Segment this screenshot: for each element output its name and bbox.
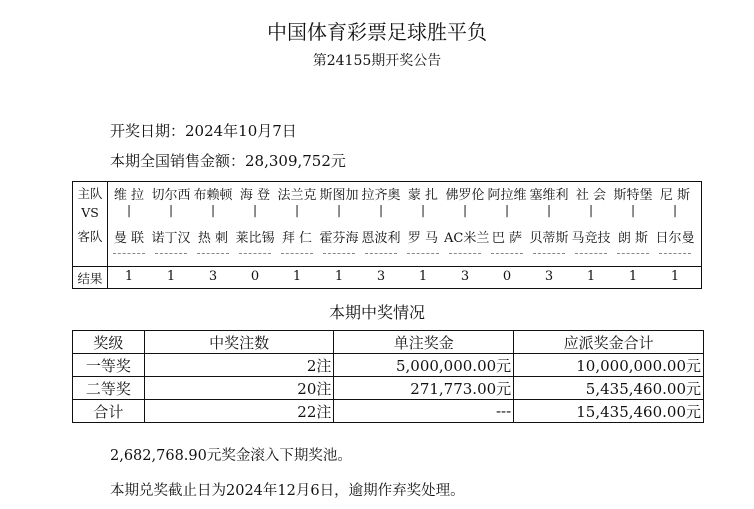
match-result: 3 xyxy=(544,269,554,284)
prize-level: 二等奖 xyxy=(73,377,145,400)
table-row xyxy=(73,354,704,377)
prize-total: 5,435,460.00元 xyxy=(514,377,704,400)
prize-count: 22注 xyxy=(144,400,334,423)
home-team: 阿拉维 xyxy=(487,188,527,203)
match-column xyxy=(234,182,276,288)
home-team: 斯特堡 xyxy=(613,188,653,203)
match-result: 1 xyxy=(334,269,344,284)
dash-separator xyxy=(197,253,229,254)
home-team: 法兰克 xyxy=(277,188,317,203)
prize-total: 15,435,460.00元 xyxy=(514,400,704,423)
match-result: 3 xyxy=(460,269,470,284)
result-label: 结果 xyxy=(77,271,103,286)
away-team: 日尔曼 xyxy=(655,231,695,246)
header-total: 应派奖金合计 xyxy=(514,331,704,354)
match-result: 1 xyxy=(628,269,638,284)
prize-header-row xyxy=(73,331,704,354)
match-result: 0 xyxy=(250,269,260,284)
vs-separator: | xyxy=(252,203,258,217)
prize-total: 10,000,000.00元 xyxy=(514,354,704,377)
prize-section-title: 本期中奖情况 xyxy=(328,303,425,322)
home-team: 尼 斯 xyxy=(659,188,691,203)
deadline-note: 本期兑奖截止日为2024年12月6日，逾期作弃奖处理。 xyxy=(110,483,465,499)
match-result: 1 xyxy=(670,269,680,284)
vs-separator: | xyxy=(630,203,636,217)
match-column xyxy=(570,182,612,288)
match-column xyxy=(192,182,234,288)
table-row xyxy=(73,400,704,423)
match-column xyxy=(150,182,192,288)
match-column xyxy=(108,182,150,288)
dash-separator xyxy=(407,253,439,254)
match-row-labels xyxy=(73,182,108,288)
away-team: 霍芬海 xyxy=(319,231,359,246)
away-team: 巴 萨 xyxy=(491,231,523,246)
dash-separator xyxy=(113,253,145,254)
home-team: 拉齐奥 xyxy=(361,188,401,203)
prize-unit: 271,773.00元 xyxy=(334,377,514,400)
away-team: 恩波利 xyxy=(361,231,401,246)
dash-separator xyxy=(155,253,187,254)
match-column xyxy=(654,182,696,288)
prize-unit: --- xyxy=(334,400,514,423)
header-count: 中奖注数 xyxy=(144,331,334,354)
match-column xyxy=(486,182,528,288)
vs-separator: | xyxy=(294,203,300,217)
dash-separator xyxy=(533,253,565,254)
vs-separator: | xyxy=(126,203,132,217)
away-team: 马竞技 xyxy=(571,231,611,246)
away-team: 莱比锡 xyxy=(235,231,275,246)
vs-separator: | xyxy=(210,203,216,217)
draw-date: 开奖日期：2024年10月7日 xyxy=(110,122,297,140)
dash-separator xyxy=(449,253,481,254)
home-label: 主队 xyxy=(77,186,103,201)
match-result: 1 xyxy=(124,269,134,284)
match-result: 3 xyxy=(208,269,218,284)
match-column xyxy=(276,182,318,288)
away-team: 曼 联 xyxy=(113,231,145,246)
dash-separator xyxy=(239,253,271,254)
away-team: 罗 马 xyxy=(407,231,439,246)
match-table xyxy=(72,181,702,289)
home-team: 切尔西 xyxy=(151,188,191,203)
match-result: 3 xyxy=(376,269,386,284)
dash-separator xyxy=(575,253,607,254)
rollover-note: 2,682,768.90元奖金滚入下期奖池。 xyxy=(110,448,352,464)
vs-separator: | xyxy=(504,203,510,217)
vs-separator: | xyxy=(420,203,426,217)
match-column xyxy=(402,182,444,288)
issue-subtitle: 第24155期开奖公告 xyxy=(312,53,442,69)
match-column xyxy=(528,182,570,288)
vs-label: VS xyxy=(81,205,99,220)
prize-count: 2注 xyxy=(144,354,334,377)
match-result: 0 xyxy=(502,269,512,284)
header-level: 奖级 xyxy=(73,331,145,354)
dash-separator xyxy=(491,253,523,254)
away-label: 客队 xyxy=(77,229,103,244)
away-team: 诺丁汉 xyxy=(151,231,191,246)
header-unit: 单注奖金 xyxy=(334,331,514,354)
match-result: 1 xyxy=(292,269,302,284)
match-result: 1 xyxy=(166,269,176,284)
home-team: 塞维利 xyxy=(529,188,569,203)
prize-level: 合计 xyxy=(73,400,145,423)
home-team: 维 拉 xyxy=(113,188,145,203)
prize-table xyxy=(72,330,704,423)
home-team: 佛罗伦 xyxy=(445,188,485,203)
match-result: 1 xyxy=(418,269,428,284)
home-team: 蒙 扎 xyxy=(407,188,439,203)
match-column xyxy=(360,182,402,288)
page-title: 中国体育彩票足球胜平负 xyxy=(267,20,487,44)
dash-separator xyxy=(617,253,649,254)
sales-amount: 本期全国销售金额：28,309,752元 xyxy=(110,152,346,170)
prize-count: 20注 xyxy=(144,377,334,400)
away-team: 拜 仁 xyxy=(281,231,313,246)
vs-separator: | xyxy=(168,203,174,217)
vs-separator: | xyxy=(672,203,678,217)
vs-separator: | xyxy=(588,203,594,217)
vs-separator: | xyxy=(546,203,552,217)
away-team: 朗 斯 xyxy=(617,231,649,246)
dash-separator xyxy=(659,253,691,254)
match-column xyxy=(444,182,490,288)
home-team: 海 登 xyxy=(239,188,271,203)
vs-separator: | xyxy=(378,203,384,217)
dash-separator xyxy=(365,253,397,254)
away-team: 贝蒂斯 xyxy=(529,231,569,246)
home-team: 布赖顿 xyxy=(193,188,233,203)
away-team: 热 刺 xyxy=(197,231,229,246)
home-team: 斯图加 xyxy=(319,188,359,203)
match-column xyxy=(612,182,654,288)
table-row xyxy=(73,377,704,400)
vs-separator: | xyxy=(462,203,468,217)
dash-separator xyxy=(281,253,313,254)
prize-unit: 5,000,000.00元 xyxy=(334,354,514,377)
match-result: 1 xyxy=(586,269,596,284)
away-team: AC米兰 xyxy=(444,231,490,246)
home-team: 社 会 xyxy=(575,188,607,203)
match-column xyxy=(318,182,360,288)
dash-separator xyxy=(323,253,355,254)
vs-separator: | xyxy=(336,203,342,217)
prize-level: 一等奖 xyxy=(73,354,145,377)
